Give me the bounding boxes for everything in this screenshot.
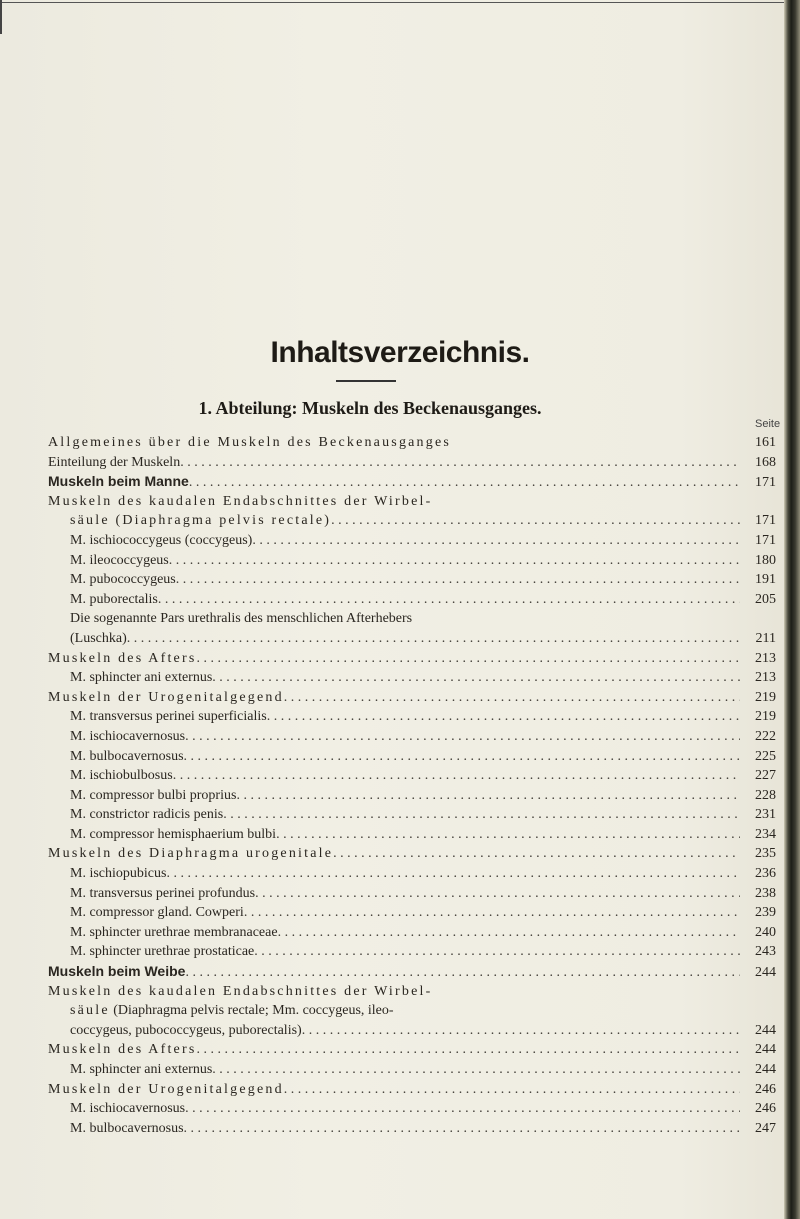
toc-entry-page: 191 bbox=[755, 572, 776, 588]
toc-entry-label: Muskeln des kaudalen Endabschnittes der Wirbel- bbox=[48, 493, 433, 509]
toc-entry bbox=[48, 786, 776, 806]
toc-entry-label: Einteilung der Muskeln bbox=[48, 454, 181, 470]
toc-entry-label: Allgemeines über die Muskeln des Beckenausganges bbox=[48, 435, 452, 450]
toc-entry bbox=[48, 1119, 776, 1139]
toc-entry-label: Muskeln des kaudalen Endabschnittes der Wirbel- bbox=[48, 983, 433, 999]
toc-entry-page: 236 bbox=[755, 866, 776, 882]
toc-entry-page: 243 bbox=[755, 944, 776, 960]
leader-dots bbox=[223, 805, 740, 825]
toc-entry-label: M. bulbocavernosus bbox=[70, 1120, 184, 1136]
toc-entry-page: 168 bbox=[755, 454, 776, 470]
toc-entry bbox=[48, 982, 776, 1002]
leader-dots bbox=[176, 570, 740, 590]
toc-entry bbox=[48, 844, 776, 864]
toc-entry-label: (Luschka) bbox=[70, 630, 127, 646]
toc-entry-page: 238 bbox=[755, 885, 776, 901]
toc-entry bbox=[48, 570, 776, 590]
toc-entry bbox=[48, 1080, 776, 1100]
toc-entry-page: 211 bbox=[755, 630, 776, 646]
toc-entry-page: 227 bbox=[755, 768, 776, 784]
leader-dots bbox=[254, 942, 740, 962]
toc-entry-label: M. constrictor radicis penis bbox=[70, 807, 224, 823]
toc-entry-label: Die sogenannte Pars urethralis des menschlichen Afterhebers bbox=[70, 611, 413, 627]
leader-dots bbox=[169, 551, 740, 571]
leader-dots bbox=[278, 923, 740, 943]
toc-entry-page: 244 bbox=[755, 965, 776, 981]
leader-dots bbox=[212, 1060, 740, 1080]
toc-entry-page: 231 bbox=[755, 807, 776, 823]
toc-entry-page: 171 bbox=[755, 532, 776, 548]
leader-dots bbox=[331, 511, 740, 531]
toc-entry-label: Muskeln beim Weibe bbox=[48, 963, 186, 980]
toc-entry-page: 234 bbox=[755, 826, 776, 842]
toc-entry bbox=[48, 531, 776, 551]
leader-dots bbox=[267, 707, 740, 727]
leader-dots bbox=[284, 688, 740, 708]
toc-entry-label: Muskeln beim Manne bbox=[48, 473, 189, 490]
toc-entry-label: M. puborectalis bbox=[70, 591, 158, 607]
toc-entry-label: M. transversus perinei superficialis bbox=[70, 709, 267, 725]
leader-dots bbox=[185, 963, 740, 983]
toc-entry bbox=[48, 629, 776, 649]
page-title: Inhaltsverzeichnis. bbox=[270, 336, 530, 369]
scan-left-border bbox=[0, 0, 2, 34]
toc-entry bbox=[48, 825, 776, 845]
toc-entry bbox=[48, 433, 776, 453]
leader-dots bbox=[255, 884, 740, 904]
toc-entry-label: M. sphincter ani externus bbox=[70, 1062, 213, 1077]
toc-entry-label: Muskeln der Urogenitalgegend bbox=[48, 689, 284, 705]
toc-entry bbox=[48, 727, 776, 747]
toc-entry bbox=[48, 942, 776, 962]
toc-entry bbox=[48, 551, 776, 571]
toc-entry bbox=[48, 492, 776, 512]
table-of-contents bbox=[48, 433, 776, 1138]
toc-entry-label: Muskeln des Afters bbox=[48, 1042, 197, 1058]
page-column-label: Seite bbox=[755, 418, 781, 430]
toc-entry-page: 219 bbox=[755, 689, 776, 705]
toc-entry bbox=[48, 511, 776, 531]
toc-entry-label: M. ischiocavernosus bbox=[70, 728, 186, 744]
toc-entry bbox=[48, 668, 776, 688]
toc-entry bbox=[48, 453, 776, 473]
leader-dots bbox=[236, 786, 740, 806]
toc-entry-label: M. sphincter ani externus bbox=[70, 670, 213, 686]
leader-dots bbox=[244, 903, 740, 923]
toc-entry-page: 225 bbox=[755, 748, 776, 764]
toc-entry bbox=[48, 707, 776, 727]
leader-dots bbox=[158, 590, 740, 610]
toc-entry-label: säule (Diaphragma pelvis rectale) bbox=[70, 513, 332, 529]
toc-entry bbox=[48, 805, 776, 825]
toc-entry-label: säule (Diaphragma pelvis rectale; Mm. coccygeus, ileo- bbox=[70, 1003, 394, 1019]
toc-entry-label: M. transversus perinei profundus bbox=[70, 885, 256, 901]
toc-entry-label: M. sphincter urethrae membranaceae bbox=[70, 924, 278, 940]
toc-entry bbox=[48, 590, 776, 610]
leader-dots bbox=[276, 825, 740, 845]
leader-dots bbox=[185, 1099, 740, 1119]
toc-entry bbox=[48, 1040, 776, 1060]
toc-entry-page: 239 bbox=[755, 905, 776, 921]
toc-entry bbox=[48, 923, 776, 943]
toc-entry-page: 219 bbox=[755, 709, 776, 725]
toc-entry-page: 171 bbox=[755, 475, 776, 491]
leader-dots bbox=[184, 747, 740, 767]
toc-entry-label: Muskeln des Diaphragma urogenitale bbox=[48, 846, 334, 862]
toc-entry-label: M. ischiopubicus bbox=[70, 866, 167, 882]
toc-entry-page: 240 bbox=[755, 924, 776, 940]
toc-entry bbox=[48, 1099, 776, 1119]
leader-dots bbox=[196, 1040, 740, 1060]
toc-entry-label: M. compressor bulbi proprius bbox=[70, 787, 237, 803]
toc-entry-page: 161 bbox=[755, 435, 776, 450]
toc-entry-label: M. sphincter urethrae prostaticae bbox=[70, 944, 255, 960]
leader-dots bbox=[284, 1080, 740, 1100]
toc-entry bbox=[48, 884, 776, 904]
toc-entry bbox=[48, 1060, 776, 1080]
toc-entry-label: M. ischiocavernosus bbox=[70, 1101, 186, 1117]
toc-entry bbox=[48, 649, 776, 669]
leader-dots bbox=[212, 668, 740, 688]
leader-dots bbox=[252, 531, 740, 551]
leader-dots bbox=[333, 844, 740, 864]
scan-top-border bbox=[0, 2, 790, 3]
leader-dots bbox=[189, 473, 740, 493]
toc-entry-label: M. bulbocavernosus bbox=[70, 748, 184, 764]
leader-dots bbox=[196, 649, 740, 669]
toc-entry-label: M. compressor hemisphaerium bulbi bbox=[70, 826, 277, 842]
leader-dots bbox=[302, 1021, 740, 1041]
book-spine-edge bbox=[784, 0, 800, 1219]
leader-dots bbox=[127, 629, 740, 649]
toc-entry-page: 244 bbox=[755, 1062, 776, 1077]
toc-entry-page: 246 bbox=[755, 1101, 776, 1117]
toc-entry-page: 171 bbox=[755, 513, 776, 529]
toc-entry-page: 244 bbox=[755, 1042, 776, 1058]
toc-entry-page: 235 bbox=[755, 846, 776, 862]
toc-entry bbox=[48, 766, 776, 786]
toc-entry-label: Muskeln der Urogenitalgegend bbox=[48, 1081, 284, 1097]
toc-entry bbox=[48, 1021, 776, 1041]
title-rule bbox=[336, 380, 396, 382]
toc-entry bbox=[48, 962, 776, 982]
toc-entry-label: Muskeln des Afters bbox=[48, 650, 197, 666]
toc-entry-label: M. pubococcygeus bbox=[70, 572, 176, 588]
section-heading: 1. Abteilung: Muskeln des Beckenausganges. bbox=[198, 398, 542, 418]
leader-dots bbox=[180, 453, 740, 473]
toc-entry bbox=[48, 903, 776, 923]
leader-dots bbox=[173, 766, 740, 786]
leader-dots bbox=[184, 1119, 740, 1139]
toc-entry-page: 244 bbox=[755, 1022, 776, 1038]
toc-entry bbox=[48, 747, 776, 767]
leader-dots bbox=[185, 727, 740, 747]
toc-entry-label: M. ischiococcygeus (coccygeus) bbox=[70, 532, 253, 548]
toc-entry-page: 213 bbox=[755, 650, 776, 666]
toc-entry-page: 222 bbox=[755, 728, 776, 744]
toc-entry-page: 246 bbox=[755, 1081, 776, 1097]
toc-entry-page: 228 bbox=[755, 787, 776, 803]
toc-entry-label: M. compressor gland. Cowperi bbox=[70, 905, 244, 921]
toc-entry-page: 205 bbox=[755, 591, 776, 607]
toc-entry bbox=[48, 864, 776, 884]
toc-entry bbox=[48, 609, 776, 629]
leader-dots bbox=[166, 864, 740, 884]
toc-entry-label: M. ileococcygeus bbox=[70, 552, 169, 568]
toc-entry-page: 247 bbox=[755, 1120, 776, 1136]
toc-entry-page: 180 bbox=[755, 552, 776, 568]
toc-entry-label: coccygeus, pubococcygeus, puborectalis) bbox=[70, 1022, 302, 1038]
toc-entry-page: 213 bbox=[755, 670, 776, 686]
toc-entry bbox=[48, 1001, 776, 1021]
toc-entry-label: M. ischiobulbosus bbox=[70, 768, 173, 784]
toc-entry bbox=[48, 472, 776, 492]
toc-entry bbox=[48, 688, 776, 708]
